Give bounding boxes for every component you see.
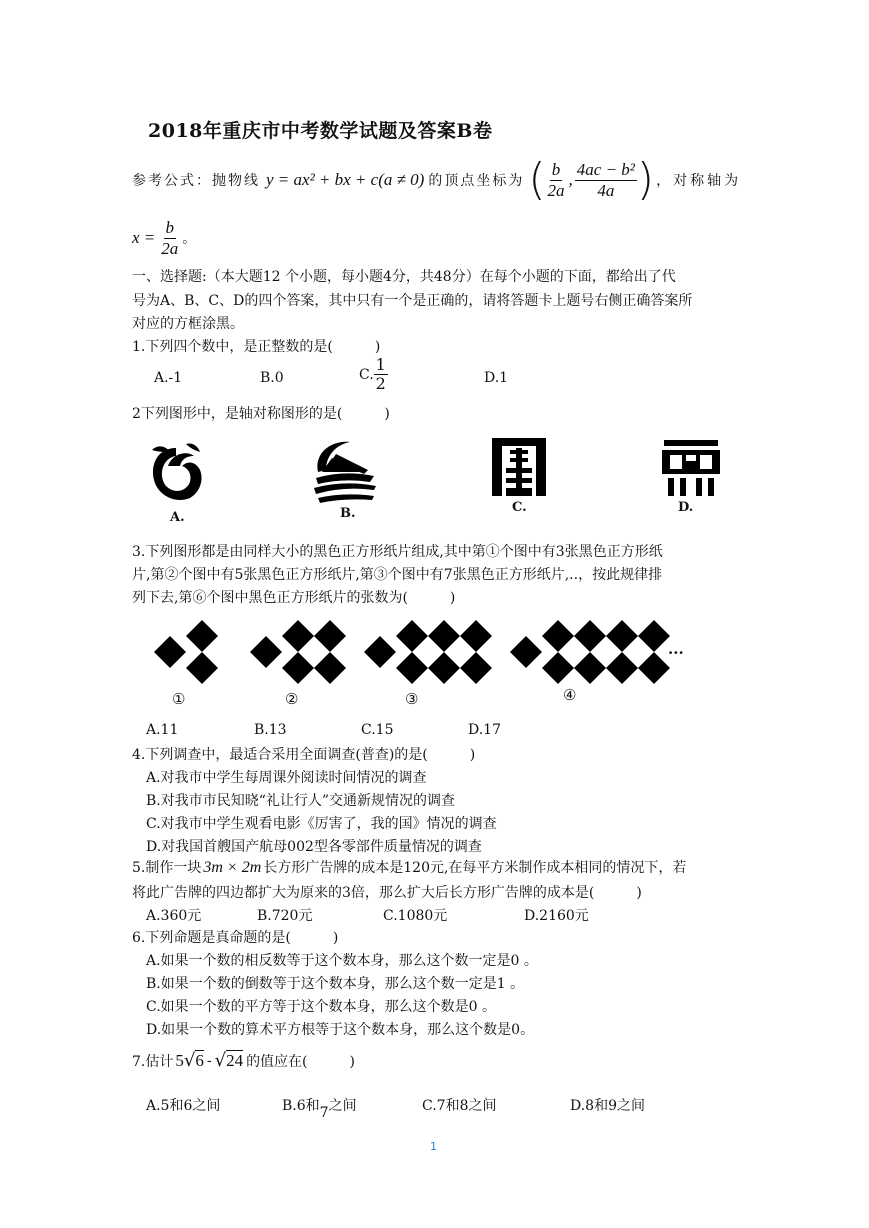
comma: , xyxy=(568,170,573,189)
q3-option-a: A.11 xyxy=(146,722,179,738)
section1-line3: 对应的方框涂黑。 xyxy=(132,316,244,332)
q2-label-c: C. xyxy=(512,500,527,515)
q3-option-d: D.17 xyxy=(468,722,501,738)
q5-dimensions: 3m × 2m xyxy=(203,859,262,876)
black-square-tile xyxy=(314,652,346,684)
black-square-tile xyxy=(364,636,396,668)
black-square-tile xyxy=(428,652,460,684)
q3-line3: 列下去,第⑥个图中黑色正方形纸片的张数为( ) xyxy=(132,590,456,606)
page-title: 2018年重庆市中考数学试题及答案B卷 xyxy=(148,120,493,142)
black-square-tile xyxy=(428,620,460,652)
q7-option-b: B.6和7之间 xyxy=(282,1098,357,1121)
q3-line1: 3.下列图形都是由同样大小的黑色正方形纸片组成,其中第①个图中有3张黑色正方形纸 xyxy=(132,544,663,560)
q5-option-c: C.1080元 xyxy=(383,908,448,924)
q3-option-b: B.13 xyxy=(254,722,287,738)
vertex-y-fraction: $\frac{\text{4ac − b²}}{4a}$ xyxy=(576,159,635,200)
black-square-tile xyxy=(574,620,606,652)
parabola-equation: y = ax² + bx + c(a ≠ 0) xyxy=(266,170,425,189)
diamond-groups xyxy=(154,620,670,684)
black-square-tile xyxy=(638,620,670,652)
black-square-tile xyxy=(186,652,218,684)
half-fraction: $\frac{1}{2}$ xyxy=(375,355,386,394)
black-square-tile xyxy=(606,652,638,684)
q1-option-a: A.-1 xyxy=(154,370,183,386)
black-square-tile xyxy=(542,652,574,684)
q7-option-c: C.7和8之间 xyxy=(422,1098,497,1114)
q1-option-b: B.0 xyxy=(260,370,284,386)
q2-figure-c-seal-glyph xyxy=(490,436,548,498)
q3-fig-label-2: ② xyxy=(285,690,299,708)
vertex-x-fraction: $\frac{b}{2a}$ xyxy=(547,159,565,200)
q5-line1: 5.制作一块 3m × 2m 长方形广告牌的成本是120元,在每平方米制作成本相同的情况下，若 xyxy=(132,859,687,876)
q2-label-b: B. xyxy=(340,506,356,521)
black-square-tile xyxy=(574,652,606,684)
formula-line xyxy=(132,154,742,205)
black-square-tile xyxy=(638,652,670,684)
q2-label-d: D. xyxy=(678,500,694,515)
q5-line2: 将此广告牌的四边都扩大为原来的3倍，那么扩大后长方形广告牌的成本是( ) xyxy=(132,885,642,901)
q4-option-d: D.对我国首艘国产航母002型各零部件质量情况的调查 xyxy=(146,839,482,855)
q3-fig-label-3: ③ xyxy=(405,690,419,708)
black-square-tile xyxy=(396,652,428,684)
q3-option-c: C.15 xyxy=(361,722,394,738)
black-square-tile xyxy=(606,620,638,652)
black-square-tile xyxy=(282,620,314,652)
q1-option-c: C. $\frac{1}{2}$ xyxy=(359,355,386,394)
sqrt-24: √ 24 xyxy=(214,1050,244,1071)
q3-ellipsis: ··· xyxy=(668,644,684,662)
black-square-tile xyxy=(460,652,492,684)
q2-figure-b-ship-logo xyxy=(308,436,380,506)
q6-option-c: C.如果一个数的平方等于这个数本身，那么这个数是0 。 xyxy=(146,999,497,1015)
black-square-tile xyxy=(460,620,492,652)
q5-option-d: D.2160元 xyxy=(524,908,589,924)
black-square-tile xyxy=(186,620,218,652)
q3-fig-label-1: ① xyxy=(172,690,186,708)
q4-option-a: A.对我市中学生每周课外阅读时间情况的调查 xyxy=(146,770,427,786)
section1-line1: 一、选择题:（本大题12 个小题，每小题4分，共48分）在每个小题的下面，都给出了代 xyxy=(132,269,676,285)
q6-option-d: D.如果一个数的算术平方根等于这个数本身，那么这个数是0。 xyxy=(146,1022,535,1038)
formula-lead: 参考公式：抛物线 xyxy=(132,173,260,189)
black-square-tile xyxy=(542,620,574,652)
q7-option-a: A.5和6之间 xyxy=(146,1098,221,1114)
black-square-tile xyxy=(282,652,314,684)
sqrt-6: √ 6 xyxy=(183,1050,204,1071)
page-number: 1 xyxy=(430,1140,437,1153)
q6-option-a: A.如果一个数的相反数等于这个数本身，那么这个数一定是0 。 xyxy=(146,953,538,969)
formula-mid: 的顶点坐标为 xyxy=(428,173,525,189)
axis-fraction: $\frac{b}{2a}$ xyxy=(161,218,179,258)
q2-label-a: A. xyxy=(170,510,185,525)
left-paren: ( xyxy=(528,154,546,205)
q6-stem: 6.下列命题是真命题的是( ) xyxy=(132,930,339,946)
q4-stem: 4.下列调查中，最适合采用全面调查(普查)的是( ) xyxy=(132,747,476,763)
q5-option-a: A.360元 xyxy=(146,908,202,924)
q7-stem: 7.估计 5 √ 6 - √ 24 的值应在( ) xyxy=(132,1050,355,1071)
q2-stem: 2下列图形中，是轴对称图形的是( ) xyxy=(132,406,390,422)
q6-option-b: B.如果一个数的倒数等于这个数本身，那么这个数一定是1 。 xyxy=(146,976,525,992)
q5-option-b: B.720元 xyxy=(257,908,313,924)
section1-line2: 号为A、B、C、D的四个答案，其中只有一个是正确的，请将答题卡上题号右侧正确答案所 xyxy=(132,293,693,309)
black-square-tile xyxy=(154,636,186,668)
q3-fig-label-4: ④ xyxy=(563,686,577,704)
black-square-tile xyxy=(314,620,346,652)
black-square-tile xyxy=(510,636,542,668)
axis-formula: x = $\frac{b}{2a}$ 。 xyxy=(132,218,197,258)
black-square-tile xyxy=(250,636,282,668)
q3-line2: 片,第②个图中有5张黑色正方形纸片,第③个图中有7张黑色正方形纸片,..，按此规律排 xyxy=(132,567,663,583)
formula-tail: ，对称轴为 xyxy=(656,173,742,189)
black-square-tile xyxy=(396,620,428,652)
q4-option-c: C.对我市中学生观看电影《厉害了，我的国》情况的调查 xyxy=(146,816,497,832)
q3-pattern-figures xyxy=(146,614,706,714)
q1-stem: 1.下列四个数中，是正整数的是( ) xyxy=(132,339,381,355)
q1-option-d: D.1 xyxy=(484,370,509,386)
q4-option-b: B.对我市市民知晓“礼让行人”交通新规情况的调查 xyxy=(146,793,456,809)
q7-option-d: D.8和9之间 xyxy=(570,1098,645,1114)
q2-figure-a-logo xyxy=(146,440,206,510)
right-paren: ) xyxy=(636,154,655,205)
q2-figure-d-seal-glyph xyxy=(660,438,722,498)
